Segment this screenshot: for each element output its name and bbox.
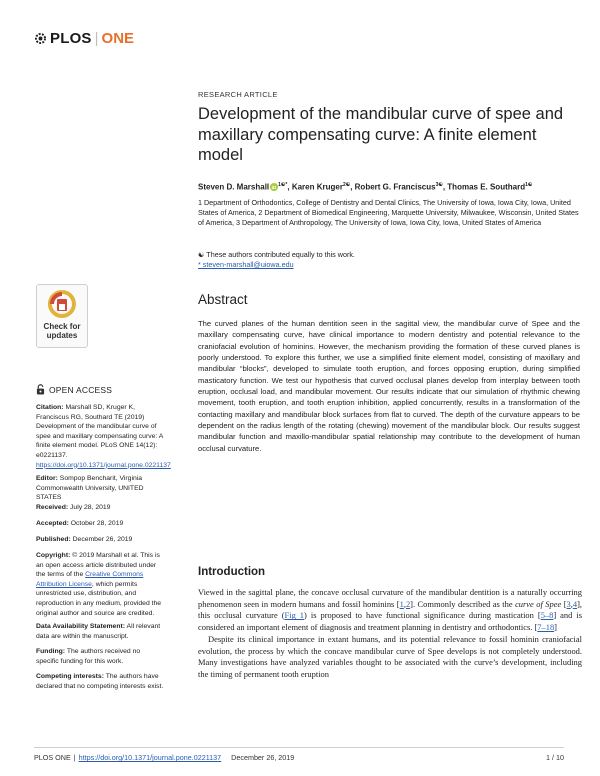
author-list: Steven D. Marshall iD $^{1☯*}$, Karen Kruger$^{2☯}$, Robert G. Franciscus$^{3☯}$, Thomas E. Southard$^{1☯}$ [198,182,533,192]
page-number: 1 / 10 [546,753,564,762]
page-footer [34,747,564,762]
journal-logo[interactable] [34,30,134,46]
check-updates-label: Check for updates [43,322,81,340]
plos-gear-icon [34,32,47,45]
article-type: RESEARCH ARTICLE [198,90,278,99]
brand-separator: | [94,29,99,47]
author-name[interactable]: Steven D. Marshall [198,182,270,192]
footer-date: December 26, 2019 [231,753,295,762]
author-name[interactable]: Robert G. Franciscus [354,182,436,192]
published-block: Published: December 26, 2019 [36,536,133,543]
brand-name: PLOS [50,29,92,47]
crossmark-icon [48,290,76,320]
received-block: Received: July 28, 2019 [36,504,111,511]
footer-journal: PLOS ONE [34,753,71,762]
data-availability-block: Data Availability Statement: All relevant data are within the manuscript. [36,623,161,640]
accepted-block: Accepted: October 28, 2019 [36,520,124,527]
footer-separator: | [73,753,76,762]
copyright-block: Copyright: © 2019 Marshall et al. This is an open access article distributed under the terms of the Creative Commons Attribution License, which permits unrestricted use, distribution, and reproduction in any medium, provided the original author and source are credited. [36,552,162,617]
contribution-notes [198,250,578,270]
equal-contribution-note: ☯ These authors contributed equally to this work. [198,250,355,259]
reference-link[interactable]: 3 [566,598,571,609]
figure-link[interactable]: Fig 1 [284,610,305,621]
abstract-text: The curved planes of the human dentition seen in the sagittal view, the mandibular curve of Spee and the maxillary compensating curve, have clinical importance to modern dentistry and potential relevance to the craniofacial evolution of hominins. However, the mechanism providing the formation of these curved planes is poorly understood. To explore this further, we use a simplified finite element model, consisting of maxillary and mandibular “blocks”, developed to simulate tooth eruption, and forces opposing eruption, during simplified masticatory function. We test our hypothesis that curved occlusal planes develop from interplay between tooth eruption, occlusal load, and mandibular movement. Our results indicate that our simulation of rhythmic chewing movement, tooth eruption, and tooth eruption inhibition, applied concurrently, results in a transformation of the contacting maxillary and mandibular block surfaces from flat to curved. The depth of the curvature appears to be dependent on the radius length of the rotating (chewing) movement of the mandibular block. Our results suggest mandibular function and maxillo-mandibular spatial relationship may contribute to the development of human occlusal curvature. [198,319,580,453]
affiliations: 1 Department of Orthodontics, College of Dentistry and Dental Clinics, The University of Iowa, Iowa City, Iowa, United States of America, 2 Department of Biomedical Engineering, Marquette University, Milwaukee, Wisconsin, United States of America, 3 Department of Anthropology, The University of Iowa, Iowa City, Iowa, United States of America [198,198,579,228]
citation-doi-link[interactable]: https://doi.org/10.1371/journal.pone.0221137 [36,461,171,469]
journal-name: ONE [101,29,135,47]
intro-paragraph-2: Despite its clinical importance in extant humans, and its potential relevance to fossil hominin craniofacial evolution, the process by which the concave mandibular curve of Spee develops is not completely understood. Many investigations have analyzed variables thought to be associated with the curve’s development, including the timing of permanent tooth eruption [198,633,582,679]
license-link[interactable]: Creative Commons Attribution License [36,571,144,588]
funding-block: Funding: The authors received no specific funding for this work. [36,648,141,665]
abstract-heading: Abstract [198,292,248,307]
reference-link[interactable]: 7–18 [537,622,555,633]
editor-block: Editor: Sompop Bencharit, Virginia Commonwealth University, UNITED STATES [36,475,144,502]
author-name[interactable]: Thomas E. Southard [447,182,526,192]
competing-interests-block: Competing interests: The authors have declared that no competing interests exist. [36,673,164,690]
check-for-updates-badge[interactable] [36,284,88,348]
open-lock-icon [36,384,45,395]
reference-link[interactable]: 1 [399,598,404,609]
corresponding-email-link[interactable]: * steven-marshall@uiowa.edu [198,260,294,269]
intro-paragraph-1: Viewed in the sagittal plane, the concave occlusal curvature of the mandibular dentition is a naturally occurring phenomenon seen in modern humans and fossil hominins [1,2]. Commonly described as the curve of Spee [3,4], this occlusal curvature (Fig 1) is proposed to have functional significance during mastication [5–8] and is considered an important element of diagnosis and treatment planning in dentistry and orthodontics. [7–18] [198,587,583,633]
svg-text:iD: iD [271,185,277,191]
introduction-heading: Introduction [198,566,266,578]
open-access-label: OPEN ACCESS [36,384,112,395]
author-name[interactable]: Karen Kruger [291,182,343,192]
footer-doi-link[interactable]: https://doi.org/10.1371/journal.pone.0221137 [78,753,222,762]
introduction-text [198,587,582,681]
citation-block: Citation: Marshall SD, Kruger K, Franciscus RG, Southard TE (2019) Development of the mandibular curve of spee and maxillary compensating curve: A finite element model. PLoS ONE 14(12): e0221137. https://doi.org/10.1371/journal.pone.0221137 [36,404,171,469]
article-title: Development of the mandibular curve of spee and maxillary compensating curve: A finite element model [198,105,564,164]
orcid-icon[interactable] [270,183,278,191]
reference-link[interactable]: 2 [405,598,411,609]
reference-link[interactable]: 4 [572,598,578,609]
reference-link[interactable]: 5–8 [540,610,554,621]
